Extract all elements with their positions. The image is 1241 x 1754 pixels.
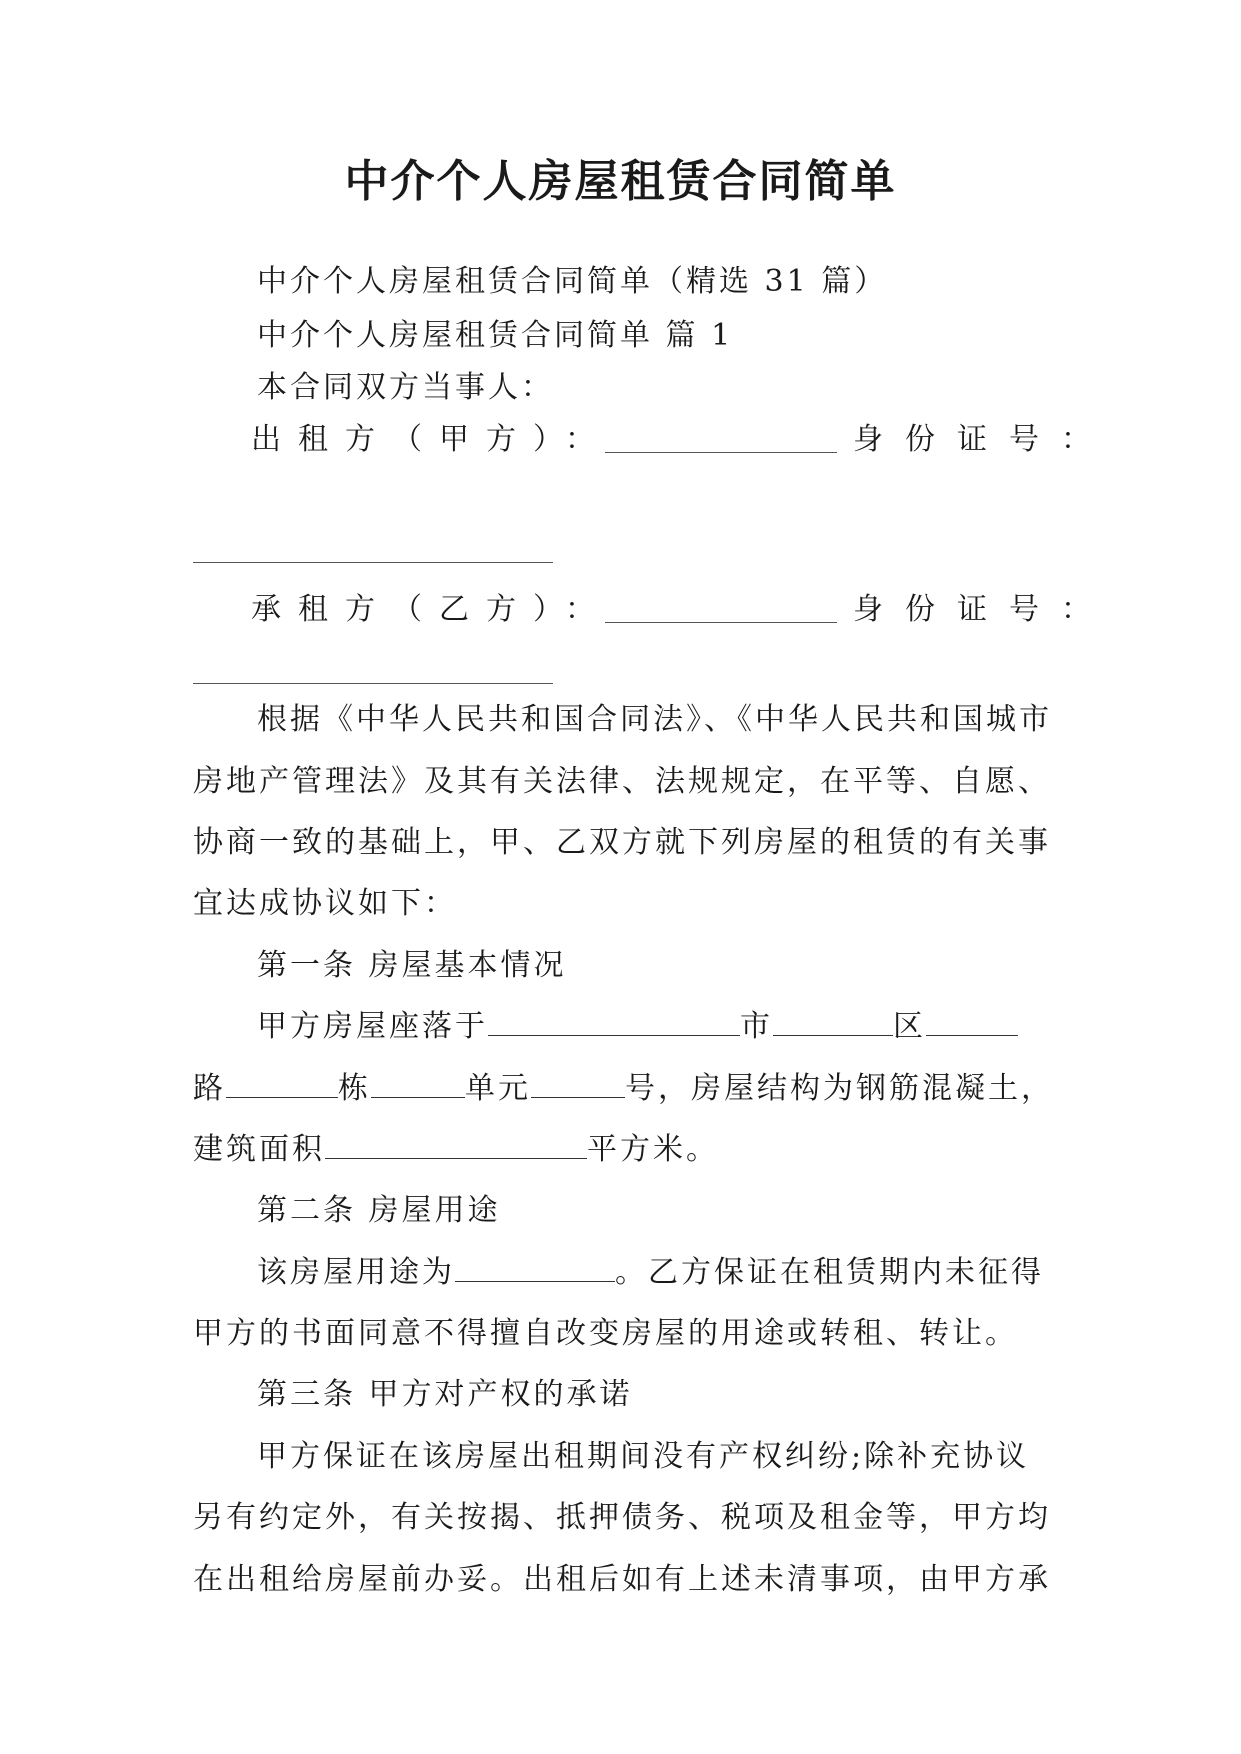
city-blank bbox=[773, 1007, 893, 1036]
area-blank bbox=[325, 1130, 587, 1159]
area-unit: 平方米。 bbox=[587, 1132, 719, 1167]
usage-text: 。乙方保证在租赁期内未征得 bbox=[615, 1255, 1044, 1290]
document-title: 中介个人房屋租赁合同简单 bbox=[344, 156, 897, 207]
article1-line-1 bbox=[193, 1007, 1061, 1047]
preamble-line-4: 宜达成协议如下： bbox=[193, 886, 457, 921]
article3-line-3: 在出租给房屋前办妥。出租后如有上述未清事项，由甲方承 bbox=[193, 1562, 1051, 1597]
area-label: 建筑面积 bbox=[193, 1132, 325, 1167]
building-blank bbox=[371, 1069, 465, 1098]
road-blank bbox=[226, 1069, 338, 1098]
article1-line-2 bbox=[193, 1069, 1061, 1109]
building-label: 栋 bbox=[338, 1071, 371, 1106]
article2-line-2: 甲方的书面同意不得擅自改变房屋的用途或转租、转让。 bbox=[193, 1316, 1018, 1351]
article3-line-1: 甲方保证在该房屋出租期间没有产权纠纷;除补充协议 bbox=[257, 1439, 1030, 1474]
article1-text: 甲方房屋座落于 bbox=[257, 1009, 488, 1044]
unit-blank bbox=[531, 1069, 625, 1098]
structure-text: 号，房屋结构为钢筋混凝土， bbox=[625, 1071, 1054, 1106]
article3-line-2: 另有约定外，有关按揭、抵押债务、税项及租金等，甲方均 bbox=[193, 1500, 1051, 1535]
article3-heading: 第三条 甲方对产权的承诺 bbox=[257, 1377, 633, 1412]
usage-label: 该房屋用途为 bbox=[257, 1255, 455, 1290]
city-label: 市 bbox=[740, 1009, 773, 1044]
district-blank bbox=[926, 1007, 1018, 1036]
preamble-line-1: 根据《中华人民共和国合同法》、《中华人民共和国城市 bbox=[257, 702, 1052, 737]
article1-heading: 第一条 房屋基本情况 bbox=[257, 948, 567, 983]
lessee-id-blank bbox=[193, 682, 553, 684]
lessor-id-blank bbox=[193, 561, 553, 563]
lessee-name-blank bbox=[605, 590, 837, 623]
unit-label: 单元 bbox=[465, 1071, 531, 1106]
lessor-name-blank bbox=[605, 420, 837, 453]
road-label: 路 bbox=[193, 1071, 226, 1106]
lessee-id-label: 身份证号： bbox=[853, 592, 1113, 627]
preamble-line-2: 房地产管理法》及其有关法律、法规规定，在平等、自愿、 bbox=[193, 764, 1051, 799]
article1-line-3 bbox=[193, 1130, 1061, 1170]
parties-intro: 本合同双方当事人： bbox=[257, 370, 554, 405]
address-blank bbox=[488, 1007, 740, 1036]
lessee-label: 承租方（乙方）： bbox=[251, 592, 612, 627]
document-subtitle: 中介个人房屋租赁合同简单（精选 31 篇） bbox=[257, 264, 888, 299]
article2-heading: 第二条 房屋用途 bbox=[257, 1193, 501, 1228]
section-heading: 中介个人房屋租赁合同简单 篇 1 bbox=[257, 318, 734, 353]
article2-line-1 bbox=[193, 1253, 1061, 1293]
preamble-line-3: 协商一致的基础上，甲、乙双方就下列房屋的租赁的有关事 bbox=[193, 825, 1051, 860]
lessor-id-label: 身份证号： bbox=[853, 422, 1113, 457]
usage-blank bbox=[455, 1253, 615, 1282]
lessor-label: 出租方（甲方）： bbox=[251, 422, 612, 457]
district-label: 区 bbox=[893, 1009, 926, 1044]
